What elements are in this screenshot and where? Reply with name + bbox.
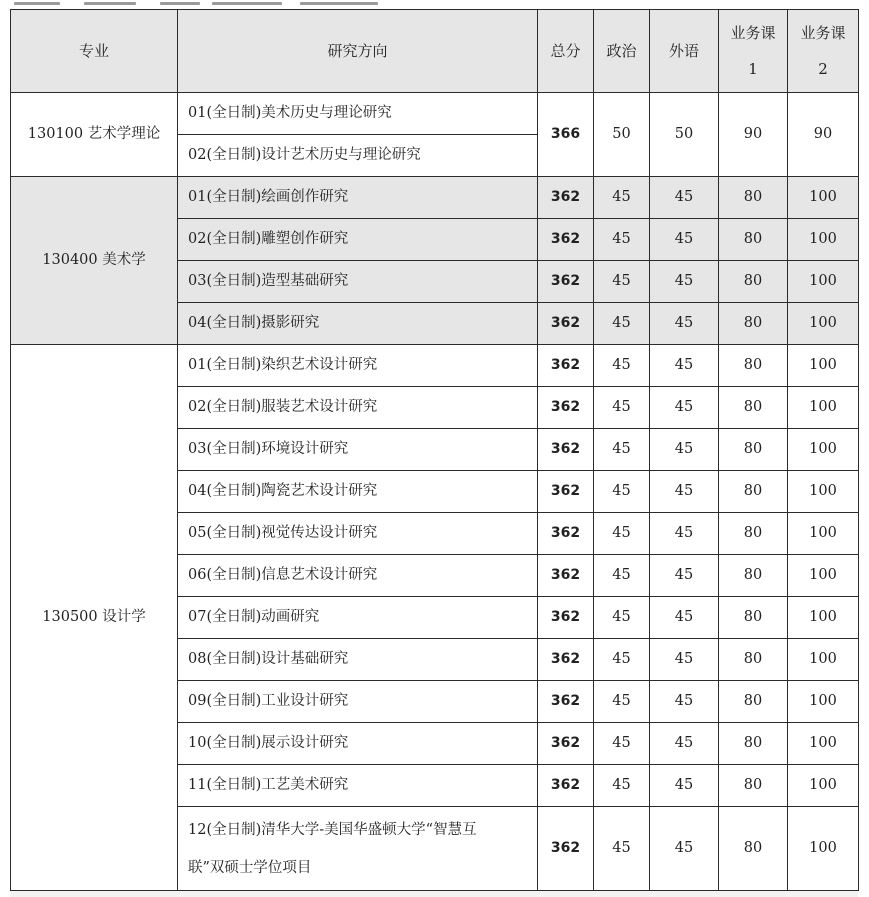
cropped-text-mark xyxy=(160,2,200,5)
score-table xyxy=(10,9,859,891)
cropped-text-mark xyxy=(84,2,136,5)
politics-cell: 45 xyxy=(594,261,650,303)
politics-cell: 45 xyxy=(594,681,650,723)
header-total: 总分 xyxy=(538,10,594,93)
major-cell: 130500 设计学 xyxy=(11,345,178,891)
direction-cell: 07(全日制)动画研究 xyxy=(178,597,538,639)
major-cell: 130100 艺术学理论 xyxy=(11,93,178,177)
header-row xyxy=(11,10,859,93)
course1-cell: 80 xyxy=(719,639,788,681)
course2-cell: 100 xyxy=(788,597,859,639)
course1-cell: 80 xyxy=(719,723,788,765)
direction-line: 12(全日制)清华大学-美国华盛顿大学“智慧互 xyxy=(188,821,477,838)
course1-cell: 80 xyxy=(719,345,788,387)
language-cell: 45 xyxy=(650,219,719,261)
politics-cell: 45 xyxy=(594,765,650,807)
total-cell: 362 xyxy=(538,429,594,471)
direction-cell: 08(全日制)设计基础研究 xyxy=(178,639,538,681)
course2-cell: 100 xyxy=(788,387,859,429)
table-row xyxy=(11,93,859,135)
course1-cell: 80 xyxy=(719,303,788,345)
politics-cell: 45 xyxy=(594,555,650,597)
cropped-text-mark xyxy=(300,2,378,5)
language-cell: 45 xyxy=(650,429,719,471)
language-cell: 45 xyxy=(650,765,719,807)
course2-cell: 100 xyxy=(788,471,859,513)
politics-cell: 50 xyxy=(594,93,650,177)
language-cell: 45 xyxy=(650,555,719,597)
course2-cell: 100 xyxy=(788,513,859,555)
language-cell: 45 xyxy=(650,387,719,429)
language-cell: 45 xyxy=(650,177,719,219)
direction-cell: 02(全日制)设计艺术历史与理论研究 xyxy=(178,135,538,177)
politics-cell: 45 xyxy=(594,597,650,639)
direction-cell: 02(全日制)服装艺术设计研究 xyxy=(178,387,538,429)
direction-cell: 11(全日制)工艺美术研究 xyxy=(178,765,538,807)
course1-cell: 80 xyxy=(719,555,788,597)
total-cell: 362 xyxy=(538,471,594,513)
direction-cell: 09(全日制)工业设计研究 xyxy=(178,681,538,723)
politics-cell: 45 xyxy=(594,387,650,429)
header-course2-line2: 2 xyxy=(818,60,828,78)
direction-cell: 03(全日制)环境设计研究 xyxy=(178,429,538,471)
language-cell: 45 xyxy=(650,597,719,639)
direction-cell xyxy=(178,807,538,891)
language-cell: 50 xyxy=(650,93,719,177)
header-language: 外语 xyxy=(650,10,719,93)
politics-cell: 45 xyxy=(594,471,650,513)
table-row xyxy=(11,345,859,387)
cropped-text-mark xyxy=(14,2,60,5)
course1-cell: 80 xyxy=(719,219,788,261)
direction-line: 联”双硕士学位项目 xyxy=(188,859,312,876)
direction-cell: 02(全日制)雕塑创作研究 xyxy=(178,219,538,261)
total-cell: 362 xyxy=(538,765,594,807)
language-cell: 45 xyxy=(650,513,719,555)
language-cell: 45 xyxy=(650,639,719,681)
total-cell: 362 xyxy=(538,597,594,639)
direction-cell: 04(全日制)陶瓷艺术设计研究 xyxy=(178,471,538,513)
course1-cell: 80 xyxy=(719,429,788,471)
language-cell: 45 xyxy=(650,261,719,303)
header-major: 专业 xyxy=(11,10,178,93)
major-cell: 130400 美术学 xyxy=(11,177,178,345)
language-cell: 45 xyxy=(650,345,719,387)
header-direction: 研究方向 xyxy=(178,10,538,93)
course1-cell: 80 xyxy=(719,597,788,639)
total-cell: 362 xyxy=(538,681,594,723)
course1-cell: 80 xyxy=(719,513,788,555)
course2-cell: 100 xyxy=(788,555,859,597)
total-cell: 362 xyxy=(538,807,594,891)
header-course1-line2: 1 xyxy=(748,60,758,78)
direction-cell: 05(全日制)视觉传达设计研究 xyxy=(178,513,538,555)
language-cell: 45 xyxy=(650,807,719,891)
language-cell: 45 xyxy=(650,681,719,723)
politics-cell: 45 xyxy=(594,723,650,765)
table-row xyxy=(11,177,859,219)
total-cell: 362 xyxy=(538,639,594,681)
total-cell: 362 xyxy=(538,261,594,303)
politics-cell: 45 xyxy=(594,639,650,681)
total-cell: 362 xyxy=(538,177,594,219)
total-cell: 362 xyxy=(538,555,594,597)
course2-cell: 100 xyxy=(788,177,859,219)
cropped-text-fragment xyxy=(0,0,869,9)
course2-cell: 100 xyxy=(788,807,859,891)
course2-cell: 100 xyxy=(788,681,859,723)
course2-cell: 100 xyxy=(788,261,859,303)
course1-cell: 90 xyxy=(719,93,788,177)
course1-cell: 80 xyxy=(719,807,788,891)
course2-cell: 100 xyxy=(788,219,859,261)
total-cell: 362 xyxy=(538,513,594,555)
politics-cell: 45 xyxy=(594,345,650,387)
cropped-text-mark xyxy=(212,2,282,5)
course2-cell: 90 xyxy=(788,93,859,177)
direction-cell: 04(全日制)摄影研究 xyxy=(178,303,538,345)
total-cell: 366 xyxy=(538,93,594,177)
direction-cell: 03(全日制)造型基础研究 xyxy=(178,261,538,303)
course2-cell: 100 xyxy=(788,345,859,387)
politics-cell: 45 xyxy=(594,807,650,891)
politics-cell: 45 xyxy=(594,177,650,219)
course1-cell: 80 xyxy=(719,387,788,429)
total-cell: 362 xyxy=(538,345,594,387)
course1-cell: 80 xyxy=(719,261,788,303)
total-cell: 362 xyxy=(538,723,594,765)
total-cell: 362 xyxy=(538,219,594,261)
header-politics: 政治 xyxy=(594,10,650,93)
header-course1 xyxy=(719,10,788,93)
politics-cell: 45 xyxy=(594,303,650,345)
language-cell: 45 xyxy=(650,303,719,345)
politics-cell: 45 xyxy=(594,429,650,471)
direction-cell: 01(全日制)美术历史与理论研究 xyxy=(178,93,538,135)
course1-cell: 80 xyxy=(719,765,788,807)
language-cell: 45 xyxy=(650,723,719,765)
course2-cell: 100 xyxy=(788,303,859,345)
course2-cell: 100 xyxy=(788,639,859,681)
direction-cell: 01(全日制)染织艺术设计研究 xyxy=(178,345,538,387)
course1-cell: 80 xyxy=(719,471,788,513)
header-course2 xyxy=(788,10,859,93)
course2-cell: 100 xyxy=(788,765,859,807)
language-cell: 45 xyxy=(650,471,719,513)
course1-cell: 80 xyxy=(719,681,788,723)
total-cell: 362 xyxy=(538,303,594,345)
direction-cell: 01(全日制)绘画创作研究 xyxy=(178,177,538,219)
header-course1-line1: 业务课 xyxy=(730,24,776,42)
politics-cell: 45 xyxy=(594,513,650,555)
course1-cell: 80 xyxy=(719,177,788,219)
politics-cell: 45 xyxy=(594,219,650,261)
course2-cell: 100 xyxy=(788,429,859,471)
course2-cell: 100 xyxy=(788,723,859,765)
header-course2-line1: 业务课 xyxy=(800,24,846,42)
direction-cell: 10(全日制)展示设计研究 xyxy=(178,723,538,765)
direction-cell: 06(全日制)信息艺术设计研究 xyxy=(178,555,538,597)
total-cell: 362 xyxy=(538,387,594,429)
